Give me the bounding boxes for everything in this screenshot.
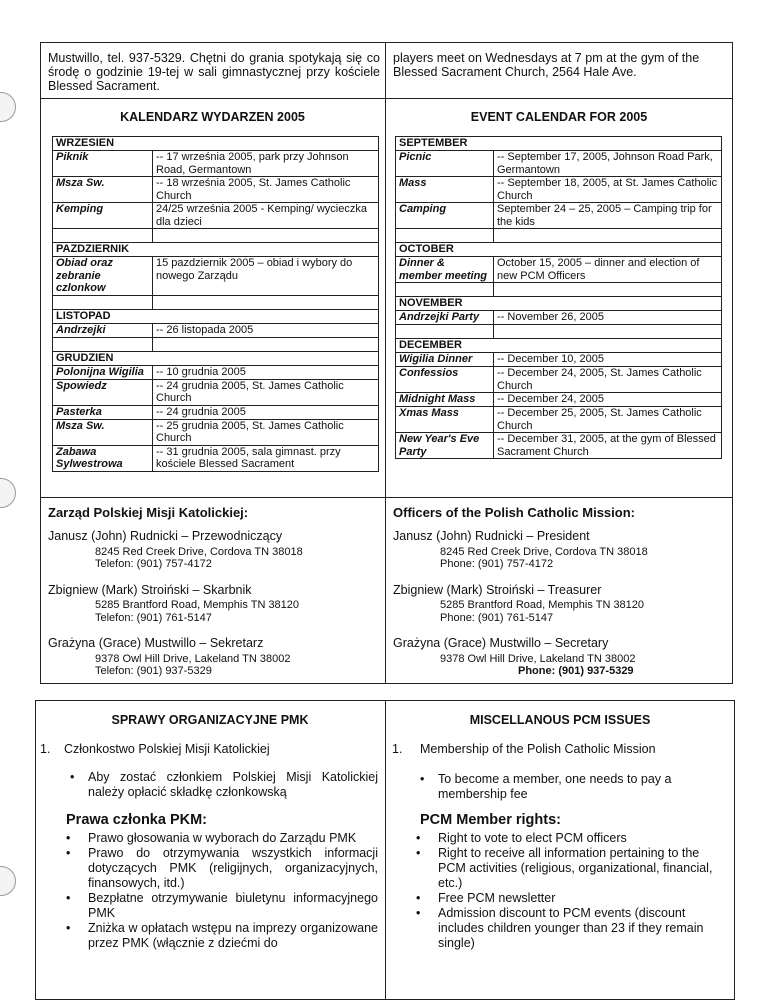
rights-pl-right-item (66, 891, 378, 921)
calendar-en-spacer-row (396, 283, 722, 297)
calendar-pl-event-label: Piknik (53, 151, 153, 177)
binder-hole-top (0, 92, 16, 122)
calendar-pl-event-row (53, 445, 379, 471)
calendar-pl-month-name: PAZDZIERNIK (53, 243, 379, 257)
calendar-title-pl: KALENDARZ WYDARZEN 2005 (120, 110, 305, 124)
rights-pl-right-text: Prawo do otrzymywania wszystkich informacji dotyczących PMK (religijnych, organizacyjnych, finansowych, itd.) (88, 846, 378, 890)
officers-pl-officer (48, 637, 378, 678)
calendar-pl-month-row (53, 351, 379, 365)
calendar-pl-event-row (53, 177, 379, 203)
issues-title-pl: SPRAWY ORGANIZACYJNE PMK (111, 713, 309, 727)
rights-pl-right-item (66, 831, 378, 846)
officers-pl-officer-name: Zbigniew (Mark) Stroiński – Skarbnik (48, 582, 252, 597)
calendar-pl-event-row (53, 151, 379, 177)
calendar-pl-event-label: Andrzejki (53, 323, 153, 337)
officers-en-officer-address: 8245 Red Creek Drive, Cordova TN 38018 (440, 545, 648, 558)
calendar-pl-event-row (53, 323, 379, 337)
officers-en-officer-address: 9378 Owl Hill Drive, Lakeland TN 38002 (440, 652, 636, 665)
calendar-en-month-row (396, 339, 722, 353)
calendar-pl-event-text: 24/25 września 2005 - Kemping/ wycieczka dla dzieci (153, 203, 379, 229)
officers-pl-officer (48, 530, 378, 571)
officers-pl-officer-phone: Telefon: (901) 757-4172 (95, 558, 212, 570)
calendar-en-event-label: Andrzejki Party (396, 311, 494, 325)
calendar-pl-event-label: Kemping (53, 203, 153, 229)
calendar-en-event-row (396, 367, 722, 393)
calendar-en-spacer-row (396, 325, 722, 339)
calendar-pl-event-label: Zabawa Sylwestrowa (53, 445, 153, 471)
bullet-dot: • (420, 772, 425, 786)
calendar-en-event-label: New Year's Eve Party (396, 433, 494, 459)
calendar-en-month-name: SEPTEMBER (396, 137, 722, 151)
rights-list-en (416, 831, 720, 951)
calendar-table-en (395, 136, 722, 459)
officers-pl-officer-address: 8245 Red Creek Drive, Cordova TN 38018 (95, 545, 303, 558)
officers-pl-officer-phone: Telefon: (901) 937-5329 (95, 665, 212, 677)
calendar-en-spacer-row (396, 229, 722, 243)
calendar-pl-month-row (53, 137, 379, 151)
calendar-en-spacer-cell (396, 283, 494, 297)
calendar-pl-spacer-row (53, 295, 379, 309)
calendar-en-spacer-cell (494, 283, 722, 297)
calendar-pl-month-name: WRZESIEN (53, 137, 379, 151)
calendar-pl-event-label: Polonijna Wigilia (53, 365, 153, 379)
intro-divider (40, 98, 733, 99)
calendar-pl-spacer-row (53, 337, 379, 351)
bullet-dot: • (416, 906, 421, 920)
calendar-en-event-label: Confessios (396, 367, 494, 393)
intro-text-pl: Mustwillo, tel. 937-5329. Chętni do grania spotykają się co środę o godzinie 19-tej w sali gimnastycznej przy kościele Blessed Sacrament. (48, 51, 380, 93)
calendar-en-event-row (396, 177, 722, 203)
binder-hole-bottom (0, 866, 16, 896)
calendar-pl-spacer-cell (53, 337, 153, 351)
bullet-dot: • (416, 831, 421, 845)
calendar-en-event-text: -- December 24, 2005 (494, 393, 722, 407)
upper-divider (385, 42, 386, 684)
membership-text-en: To become a member, one needs to pay a membership fee (438, 772, 672, 801)
issue-number-pl: 1. (40, 742, 51, 756)
membership-bullet-pl (70, 770, 378, 800)
rights-pl-right-item (66, 921, 378, 951)
calendar-en-month-row (396, 297, 722, 311)
calendar-pl-spacer-cell (153, 229, 379, 243)
officers-en-officer-phone: Phone: (901) 761-5147 (440, 611, 554, 624)
calendar-pl-event-text: -- 24 grudnia 2005, St. James Catholic Church (153, 379, 379, 405)
calendar-en-event-label: Mass (396, 177, 494, 203)
calendar-en-event-row (396, 353, 722, 367)
calendar-en-spacer-cell (494, 229, 722, 243)
calendar-pl-event-text: -- 17 września 2005, park przy Johnson Road, Germantown (153, 151, 379, 177)
bullet-dot: • (416, 891, 421, 905)
officers-en-officer (393, 530, 723, 571)
officers-en-officer (393, 637, 723, 678)
calendar-en-spacer-cell (396, 325, 494, 339)
calendar-en-event-text: -- December 24, 2005, St. James Catholic Church (494, 367, 722, 393)
issue-label-en: Membership of the Polish Catholic Mission (420, 742, 656, 756)
officers-en-officer-name: Grażyna (Grace) Mustwillo – Secretary (393, 636, 609, 650)
issue-number-en: 1. (392, 742, 403, 756)
calendar-en-event-label: Midnight Mass (396, 393, 494, 407)
officers-pl-officer-address: 5285 Brantford Road, Memphis TN 38120 (95, 599, 300, 611)
calendar-en-event-text: -- December 10, 2005 (494, 353, 722, 367)
calendar-en-spacer-cell (494, 325, 722, 339)
calendar-pl-event-text: -- 24 grudnia 2005 (153, 405, 379, 419)
rights-en-right-text: Right to vote to elect PCM officers (438, 831, 627, 845)
calendar-pl-month-row (53, 243, 379, 257)
officers-pl-officer-phone: Telefon: (901) 761-5147 (95, 611, 212, 624)
calendar-pl-event-row (53, 365, 379, 379)
calendar-en-spacer-cell (396, 229, 494, 243)
calendar-pl-event-row (53, 257, 379, 296)
calendar-pl-month-name: LISTOPAD (53, 309, 379, 323)
calendar-en-event-text: September 24 – 25, 2005 – Camping trip for the kids (494, 203, 722, 229)
officers-pl-officer-name: Grażyna (Grace) Mustwillo – Sekretarz (48, 636, 264, 650)
calendar-pl-event-label: Msza Sw. (53, 177, 153, 203)
calendar-pl-spacer-cell (153, 295, 379, 309)
calendar-title-en: EVENT CALENDAR FOR 2005 (470, 110, 648, 124)
officers-pl-officer (48, 584, 378, 625)
calendar-en-event-text: -- December 25, 2005, St. James Catholic Church (494, 407, 722, 433)
membership-text-pl: Aby zostać członkiem Polskiej Misji Katolickiej należy opłacić składkę członkowską (88, 770, 378, 799)
calendar-pl-event-row (53, 379, 379, 405)
officers-en-officer-phone: Phone: (901) 757-4172 (440, 558, 554, 570)
calendar-en-month-row (396, 243, 722, 257)
officers-title-en: Officers of the Polish Catholic Mission: (393, 505, 635, 520)
rights-pl-right-text: Zniżka w opłatach wstępu na imprezy organizowane przez PMK (włącznie z dziećmi do (88, 921, 378, 950)
calendar-en-event-label: Wigilia Dinner (396, 353, 494, 367)
calendar-en-event-text: October 15, 2005 – dinner and election of new PCM Officers (494, 257, 722, 283)
rights-list-pl (66, 831, 378, 951)
calendar-table-pl (52, 136, 379, 472)
calendar-pl-event-text: -- 10 grudnia 2005 (153, 365, 379, 379)
calendar-pl-spacer-cell (53, 229, 153, 243)
calendar-pl-event-row (53, 203, 379, 229)
rights-pl-right-text: Bezpłatne otrzymywanie biuletynu informacyjnego PMK (88, 891, 378, 920)
calendar-en-event-text: -- November 26, 2005 (494, 311, 722, 325)
calendar-en-event-row (396, 203, 722, 229)
calendar-pl-event-row (53, 419, 379, 445)
calendar-en-event-row (396, 433, 722, 459)
binder-hole-middle (0, 478, 16, 508)
rights-en-right-item (416, 891, 720, 906)
calendar-pl-event-text: 15 pazdziernik 2005 – obiad i wybory do nowego Zarządu (153, 257, 379, 296)
calendar-en-event-text: -- September 17, 2005, Johnson Road Park, Germantown (494, 151, 722, 177)
calendar-pl-spacer-cell (53, 295, 153, 309)
officers-list-pl (48, 530, 378, 691)
rights-en-right-item (416, 906, 720, 951)
calendar-en-event-row (396, 151, 722, 177)
calendar-pl-month-name: GRUDZIEN (53, 351, 379, 365)
officers-list-en (393, 530, 723, 691)
calendar-pl-event-label: Msza Sw. (53, 419, 153, 445)
calendar-en-event-row (396, 257, 722, 283)
calendar-pl-event-label: Spowiedz (53, 379, 153, 405)
bullet-dot: • (66, 831, 71, 845)
officers-title-pl: Zarząd Polskiej Misji Katolickiej: (48, 505, 249, 520)
rights-pl-right-text: Prawo głosowania w wyborach do Zarządu PMK (88, 831, 357, 845)
calendar-pl-event-label: Pasterka (53, 405, 153, 419)
officers-en-officer (393, 584, 723, 625)
calendar-pl-event-text: -- 25 grudnia 2005, St. James Catholic Church (153, 419, 379, 445)
rights-en-right-text: Admission discount to PCM events (discount includes children younger than 23 if they remain single) (438, 906, 704, 950)
officers-en-officer-name: Janusz (John) Rudnicki – President (393, 529, 590, 543)
officers-pl-officer-name: Janusz (John) Rudnicki – Przewodniczący (48, 529, 283, 543)
officers-en-officer-address: 5285 Brantford Road, Memphis TN 38120 (440, 599, 645, 611)
calendar-en-event-label: Camping (396, 203, 494, 229)
calendar-en-event-label: Picnic (396, 151, 494, 177)
bullet-dot: • (66, 846, 71, 860)
rights-title-pl: Prawa członka PKM: (66, 812, 208, 828)
calendar-en-event-row (396, 393, 722, 407)
rights-en-right-text: Right to receive all information pertaining to the PCM activities (religious, organizational, financial, etc.) (438, 846, 713, 890)
officers-en-officer-name: Zbigniew (Mark) Stroiński – Treasurer (393, 582, 602, 597)
calendar-pl-month-row (53, 309, 379, 323)
rights-en-right-item (416, 831, 720, 846)
calendar-en-month-name: DECEMBER (396, 339, 722, 353)
rights-title-en: PCM Member rights: (420, 812, 561, 828)
lower-divider (385, 700, 386, 1000)
membership-bullet-en (420, 772, 718, 802)
issues-title-en: MISCELLANOUS PCM ISSUES (469, 713, 651, 727)
rights-en-right-text: Free PCM newsletter (438, 891, 556, 905)
bullet-dot: • (70, 770, 75, 784)
bullet-dot: • (66, 891, 71, 905)
rights-en-right-item (416, 846, 720, 891)
bullet-dot: • (66, 921, 71, 935)
calendar-pl-spacer-row (53, 229, 379, 243)
calendar-en-event-text: -- September 18, 2005, at St. James Catholic Church (494, 177, 722, 203)
calendar-en-event-row (396, 407, 722, 433)
calendar-en-event-label: Dinner & member meeting (396, 257, 494, 283)
calendar-pl-event-label: Obiad oraz zebranie czlonkow (53, 257, 153, 296)
bullet-dot: • (416, 846, 421, 860)
calendar-en-month-name: OCTOBER (396, 243, 722, 257)
calendar-pl-event-text: -- 26 listopada 2005 (153, 323, 379, 337)
calendar-en-event-label: Xmas Mass (396, 407, 494, 433)
calendar-en-month-row (396, 137, 722, 151)
calendar-en-month-name: NOVEMBER (396, 297, 722, 311)
calendar-pl-spacer-cell (153, 337, 379, 351)
intro-text-en: players meet on Wednesdays at 7 pm at the gym of the Blessed Sacrament Church, 2564 Hale Ave. (393, 51, 700, 79)
calendar-en-event-text: -- December 31, 2005, at the gym of Blessed Sacrament Church (494, 433, 722, 459)
officers-en-officer-phone: Phone: (901) 937-5329 (518, 665, 634, 677)
officers-divider (40, 497, 733, 498)
calendar-pl-event-text: -- 31 grudnia 2005, sala gimnast. przy kościele Blessed Sacrament (153, 445, 379, 471)
calendar-pl-event-text: -- 18 września 2005, St. James Catholic Church (153, 177, 379, 203)
calendar-pl-event-row (53, 405, 379, 419)
rights-pl-right-item (66, 846, 378, 891)
issue-label-pl: Członkostwo Polskiej Misji Katolickiej (64, 742, 270, 756)
officers-pl-officer-address: 9378 Owl Hill Drive, Lakeland TN 38002 (95, 652, 291, 665)
calendar-en-event-row (396, 311, 722, 325)
